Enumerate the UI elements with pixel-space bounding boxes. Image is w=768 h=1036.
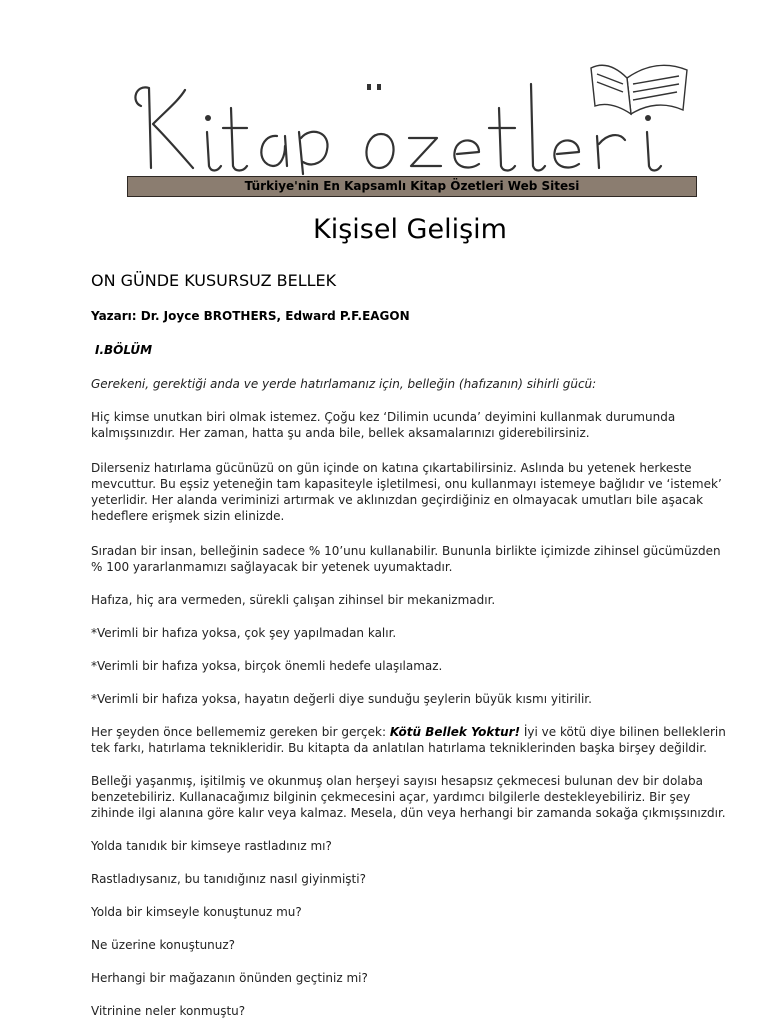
question-line: Yolda bir kimseyle konuştunuz mu? [91,905,302,919]
book-title: ON GÜNDE KUSURSUZ BELLEK [91,271,337,290]
intro-paragraph: Gerekeni, gerektiği anda ve yerde hatırlamanız için, belleğin (hafızanın) sihirli gücü: [91,377,597,391]
site-logo [127,40,697,176]
book-author: Yazarı: Dr. Joyce BROTHERS, Edward P.F.EAGON [91,309,410,323]
summary-body [91,376,731,1036]
paragraph: Hafıza, hiç ara vermeden, sürekli çalışan zihinsel bir mekanizmadır. [91,593,496,607]
bullet-paragraph: *Verimli bir hafıza yoksa, çok şey yapılmadan kalır. [91,626,397,640]
site-tagline: Türkiye'nin En Kapsamlı Kitap Özetleri Web Sitesi [127,176,697,197]
question-line: Yolda tanıdık bir kimseye rastladınız mı? [91,839,332,853]
site-header [127,40,697,196]
emphasis-text: Kötü Bellek Yoktur! [389,725,521,739]
category-heading: Kişisel Gelişim [313,214,507,245]
open-book-icon [591,65,687,114]
paragraph-text: İyi ve kötü diye bilinen belleklerin tek farkı, hatırlama teknikleridir. Bu kitapta da anlatılan hatırlama tekniklerinden başka birşey değildir. [91,725,726,755]
bullet-paragraph: *Verimli bir hafıza yoksa, birçok önemli hedefe ulaşılamaz. [91,659,443,673]
paragraph: Sıradan bir insan, belleğinin sadece % 10’unu kullanabilir. Bununla birlikte içimizde zihinsel gücümüzden % 100 yararlanmamızı sağlayacak bir yetenek uyumaktadır. [91,544,721,574]
question-line: Rastladıysanız, bu tanıdığınız nasıl giyinmişti? [91,872,366,886]
paragraph: Belleği yaşanmış, işitilmiş ve okunmuş olan herşeyi sayısı hesapsız çekmecesi bulunan dev bir dolaba benzetebiliriz. Kullanacağımız bilginin çekmecesini açar, yardımcı bilgilerle destekleyebiliriz. Bir şey zihinde ilgi alanına göre kalır veya kalmaz. Mesela, dün veya herhangi bir zamanda sokağa çıkmışsınızdır. [91,774,726,820]
chapter-heading: I.BÖLÜM [95,343,153,357]
paragraph [91,724,731,756]
question-line: Herhangi bir mağazanın önünden geçtiniz mi? [91,971,368,985]
question-line: Ne üzerine konuştunuz? [91,938,236,952]
question-line: Vitrinine neler konmuştu? [91,1004,246,1018]
paragraph: Hiç kimse unutkan biri olmak istemez. Çoğu kez ‘Dilimin ucunda’ deyimini kullanmak durumunda kalmışsınızdır. Her zaman, hatta şu anda bile, bellek aksamalarınızı giderebilirsiniz. [91,410,676,440]
bullet-paragraph: *Verimli bir hafıza yoksa, hayatın değerli diye sunduğu şeylerin büyük kısmı yitirilir. [91,692,592,706]
paragraph-text: Her şeyden önce bellememiz gereken bir gerçek: [91,725,390,739]
paragraph: Dilerseniz hatırlama gücünüzü on gün içinde on katına çıkartabilirsiniz. Aslında bu yetenek herkeste mevcuttur. Bu eşsiz yeteneğin tam kapasiteyle işletilmesi, onu kullanmayı istemeye bağlıdır ve ‘istemek’ yeterlidir. Her alanda veriminizi artırmak ve aklınızdan geçirdiğiniz en olmayacak umutları bile aşacak hedeflere erişmek sizin elinizde. [91,461,722,523]
